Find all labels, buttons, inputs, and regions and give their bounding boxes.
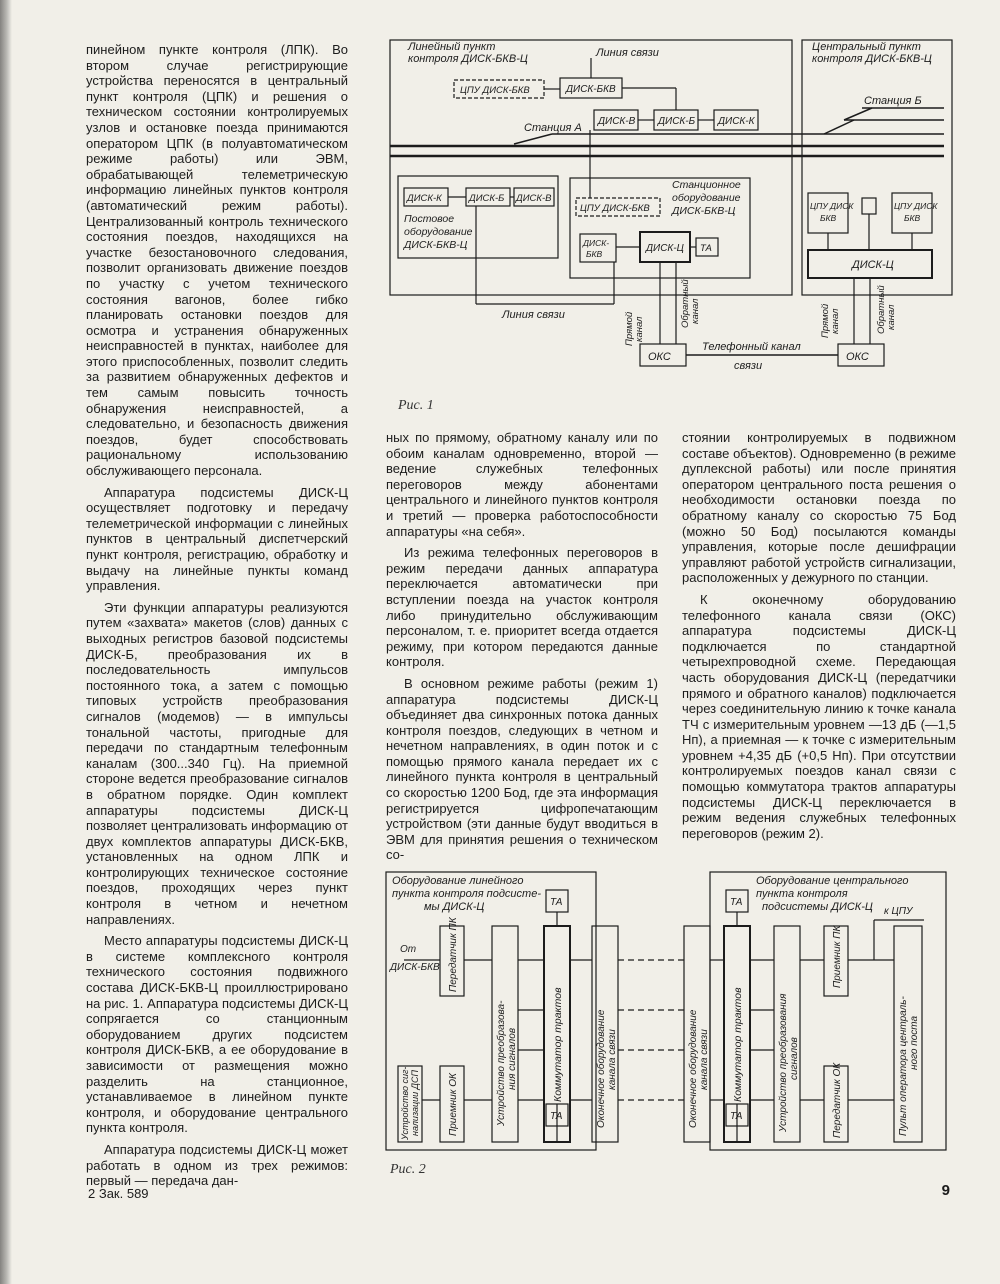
fig1-reverse-l-2: канал: [690, 298, 701, 324]
fig1-reverse-l-1: Обратный: [680, 279, 691, 328]
fig2-switch-left: Коммутатор трактов: [552, 987, 564, 1102]
fig2-tx-ok: Передатчик ОК: [832, 1062, 843, 1138]
paragraph: стоянии контролируемых в подвижном составе объектов). Одновременно (в режиме дуплексной работы) или после принятия оператором центрального поста решения о необходимости остановки поезда по обратному каналу со скоростью 75 Бод (можно 50 Бод) посылаются команды управления, которые после дешифрации управляют работой устройств сигнализации, расположенных у дежурного по станции.: [682, 430, 956, 586]
fig1-disk-bkv-small-2: БКВ: [586, 249, 603, 259]
fig2-to-cpu: к ЦПУ: [884, 906, 913, 917]
fig2-rx-ok: Приемник ОК: [448, 1073, 459, 1136]
fig1-reverse-r-1: Обратный: [876, 285, 887, 334]
fig1-phone-channel-1: Телефонный канал: [702, 341, 801, 353]
fig1-disk-b: ДИСК-Б: [658, 116, 696, 127]
fig1-direct-r-2: канал: [830, 308, 841, 334]
paragraph: Эти функции аппаратуры реализуются путем «захвата» макетов (слов) данных с выходных регистров базовой подсистемы ДИСК-Б, преобразования их в последовательность импульсов постоянного тока, а затем с помощью типовых устройств преобразования сигналов (модемов) — в импульсы тональной частоты, пригодные для передачи по стандартным телефонным каналам (300...340 Гц). На приемной стороне ведется преобразование сигналов в обратном порядке. Один комплект аппаратуры подсистемы ДИСК-Ц позволяет централизовать информацию от двух комплектов аппаратуры ДИСК-БКВ, установленных на одном ЛПК и контролирующих техническое состояние поездов, проходящих через пункт контроля в четном и нечетном направлениях.: [86, 599, 348, 927]
fig2-switch-right: Коммутатор трактов: [732, 987, 744, 1102]
fig2-from-disk-1: От: [400, 944, 417, 955]
fig1-direct-l-1: Прямой: [624, 311, 635, 346]
fig2-linear-title-3: мы ДИСК-Ц: [424, 901, 485, 913]
fig1-cpu-disk-bkv-top: ЦПУ ДИСК-БКВ: [460, 85, 530, 96]
fig2-ta-bottom-left: ТА: [550, 1111, 563, 1122]
fig1-reverse-r-2: канал: [886, 304, 897, 330]
fig2-central-title-2: пункта контроля: [756, 888, 848, 900]
fig1-direct-r-1: Прямой: [820, 303, 831, 338]
fig1-disk-c: ДИСК-Ц: [646, 243, 684, 254]
fig1-disk-b-small: ДИСК-Б: [469, 193, 505, 204]
fig2-central-title-1: Оборудование центрального: [756, 875, 909, 887]
small-box: [862, 198, 876, 214]
paragraph: В основном режиме работы (режим 1) аппаратура подсистемы ДИСК-Ц объединяет два синхронных потока данных контроля поездов, следующих в четном и нечетном направлениях, в один поток и с помощью прямого канала передает их с линейного пункта контроля в центральный со скоростью 1200 Бод, где эта информация регистрируется цифропечатающим устройством (эти данные будут вводиться в ЭВМ для принятия решения о техническом со-: [386, 675, 658, 863]
page-edge-shadow: [0, 0, 12, 1284]
fig2-dsp-2: нализации ДСП: [410, 1069, 420, 1136]
fig1-disk-bkv-small-1: ДИСК-: [583, 238, 610, 248]
page-number: 9: [941, 1182, 950, 1199]
fig1-central-title-1: Центральный пункт: [812, 41, 921, 53]
fig1-ta: ТА: [700, 243, 712, 254]
fig1-linear-title-1: Линейный пункт: [408, 41, 496, 53]
fig2-signal-conv-l1: Устройство преобразова-: [496, 1000, 507, 1126]
fig1-trackside-2: оборудование: [404, 226, 473, 238]
paragraph: ных по прямому, обратному каналу или по обоим каналам одновременно, второй — ведение служебных телефонных переговоров между абонентами центрального и линейного пунктов контроля и третий — проверка работоспособности аппаратуры «на себя».: [386, 430, 658, 539]
paragraph: Из режима телефонных переговоров в режим передачи данных аппаратура переключается автоматически при вступлении поезда на участок контроля либо принудительно обслуживающим персоналом, т. е. приоритет всегда отдается режиму, при котором передаются данные контроля.: [386, 545, 658, 670]
figure-2-caption: Рис. 2: [390, 1162, 426, 1177]
paragraph: пинейном пункте контроля (ЛПК). Во втором случае регистрирующие устройства переносятся в центральный пункт контроля (ЦПК) и решения о техническом состоянии контролируемых узлов и остановке поезда принимаются оператором ЦПК (в полуавтоматическом режиме работы) или ЭВМ, обрабатывающей телеметрическую информацию линейных пунктов контроля (автоматический режим работы). Централизованный контроль технического состояния поездов, находящихся на участке безостановочного следования, позволит организовать движение поездов по участку с учетом технического состояния вагонов, более гибко планировать остановки поездов для осмотра и устранения обнаруженных неисправностей в пунктах, наиболее для этого приспособленных, позволит следить за развитием обнаруженных дефектов и тем самым повысить точность обнаружения неисправностей, а следовательно, и безопасность движения поездов, будет способствовать рациональному использованию обслуживающего персонала.: [86, 42, 348, 479]
fig1-phone-channel-2: связи: [734, 360, 763, 372]
fig2-linear-title-1: Оборудование линейного: [392, 875, 524, 887]
fig1-cpu-disk-right-1: ЦПУ ДИСК: [894, 201, 938, 211]
central-point-frame: [802, 40, 952, 295]
fig1-station-a: Станция А: [524, 122, 582, 134]
fig2-console-2: ного поста: [909, 1015, 920, 1070]
fig1-cpu-disk-left-2: БКВ: [820, 213, 837, 223]
fig1-trackside-3: ДИСК-БКВ-Ц: [404, 239, 468, 251]
paragraph: Аппаратура подсистемы ДИСК-Ц осуществляет подготовку и передачу телеметрической информации с линейных пунктов в центральный диспетчерский пункт контроля, регистрацию, обработку и выдачу на линейные пункты команд управления.: [86, 484, 348, 594]
fig2-oks-r1: Оконечное оборудование: [688, 1009, 699, 1128]
right-column: [682, 430, 956, 847]
fig2-ta-bottom-right: ТА: [730, 1111, 743, 1122]
fig1-central-title-2: контроля ДИСК-БКВ-Ц: [812, 53, 932, 65]
fig2-console-1: Пульт оператора централь-: [898, 996, 909, 1136]
fig1-line-link-top: Линия связи: [596, 47, 659, 59]
figure-1-caption: Рис. 1: [398, 398, 434, 413]
fig1-disk-v: ДИСК-В: [598, 116, 636, 127]
fig1-station-eq-1: Станционное: [672, 179, 741, 191]
fig1-line-link-bottom: Линия связи: [502, 309, 565, 321]
fig1-cpu-disk-right-2: БКВ: [904, 213, 921, 223]
footer-order-number: 2 Зак. 589: [88, 1186, 149, 1201]
fig1-direct-l-2: канал: [634, 316, 645, 342]
fig2-signal-conv-r1: Устройство преобразования: [778, 993, 789, 1132]
fig2-dsp-1: Устройство сиг-: [400, 1066, 410, 1140]
fig1-disk-k-small: ДИСК-К: [407, 193, 442, 204]
fig1-cpu-disk-bkv: ЦПУ ДИСК-БКВ: [580, 203, 650, 214]
middle-column: [386, 430, 658, 869]
fig1-disk-k: ДИСК-К: [718, 116, 755, 127]
fig2-rx-pk: Приемник ПК: [832, 925, 843, 988]
fig2-ta-top-right: ТА: [730, 897, 743, 908]
fig1-cpu-disk-left-1: ЦПУ ДИСК: [810, 201, 854, 211]
fig2-from-disk-2: ДИСК-БКВ: [390, 962, 440, 973]
fig2-ta-top-left: ТА: [550, 897, 563, 908]
figure-2-diagram: [384, 870, 950, 1152]
fig2-oks-l1: Оконечное оборудование: [596, 1009, 607, 1128]
fig1-oks-right: ОКС: [846, 351, 869, 363]
fig2-signal-conv-l2: ния сигналов: [507, 1027, 518, 1090]
fig1-oks-left: ОКС: [648, 351, 671, 363]
paragraph: Место аппаратуры подсистемы ДИСК-Ц в системе комплексного контроля технического состояния подвижного состава ДИСК-БКВ-Ц проиллюстрировано на рис. 1. Аппаратура подсистемы ДИСК-Ц сопрягается со станционным оборудованием других подсистем контроля ДИСК-БКВ, а ее оборудование в зависимости от размещения можно разделить на станционное, устанавливаемое в линейном пункте контроля, и оборудование центрального пункта контроля.: [86, 933, 348, 1136]
fig2-signal-conv-r2: сигналов: [789, 1037, 800, 1080]
paragraph: Аппаратура подсистемы ДИСК-Ц может работать в одном из трех режимов: первый — передача дан-: [86, 1141, 348, 1189]
paragraph: К оконечному оборудованию телефонного канала связи (ОКС) аппаратура подсистемы ДИСК-Ц подключается по стандартной четырехпроводной схеме. Передающая часть оборудования ДИСК-Ц (передатчики прямого и обратного каналов) подключается через соединительную линию к точке канала ТЧ с измерительным уровнем —13 дБ (—1,5 Нп), а приемная — к точке с измерительным уровнем +4,35 дБ (+0,5 Нп). При отсутствии контролируемых поездов канал связи с помощью коммутатора трактов аппаратуры подсистемы ДИСК-Ц переключается в режим ведения служебных телефонных переговоров (режим 2).: [682, 591, 956, 841]
fig2-oks-r2: канала связи: [699, 1029, 710, 1090]
fig1-station-eq-2: оборудование: [672, 192, 741, 204]
fig2-tx-pk: Передатчик ПК: [448, 917, 459, 992]
fig2-central-title-3: подсистемы ДИСК-Ц: [762, 901, 873, 913]
fig1-central-disk-c: ДИСК-Ц: [852, 259, 894, 271]
fig2-oks-l2: канала связи: [607, 1029, 618, 1090]
figure-1-diagram: [384, 38, 960, 400]
fig1-disk-bkv: ДИСК-БКВ: [566, 84, 616, 95]
fig1-disk-v-small: ДИСК-В: [516, 193, 552, 204]
fig1-trackside-1: Постовое: [404, 213, 455, 225]
fig1-station-eq-3: ДИСК-БКВ-Ц: [672, 205, 736, 217]
left-column: [86, 42, 348, 1195]
fig1-station-b: Станция Б: [864, 95, 922, 107]
fig2-linear-title-2: пункта контроля подсисте-: [392, 888, 541, 900]
fig1-linear-title-2: контроля ДИСК-БКВ-Ц: [408, 53, 528, 65]
